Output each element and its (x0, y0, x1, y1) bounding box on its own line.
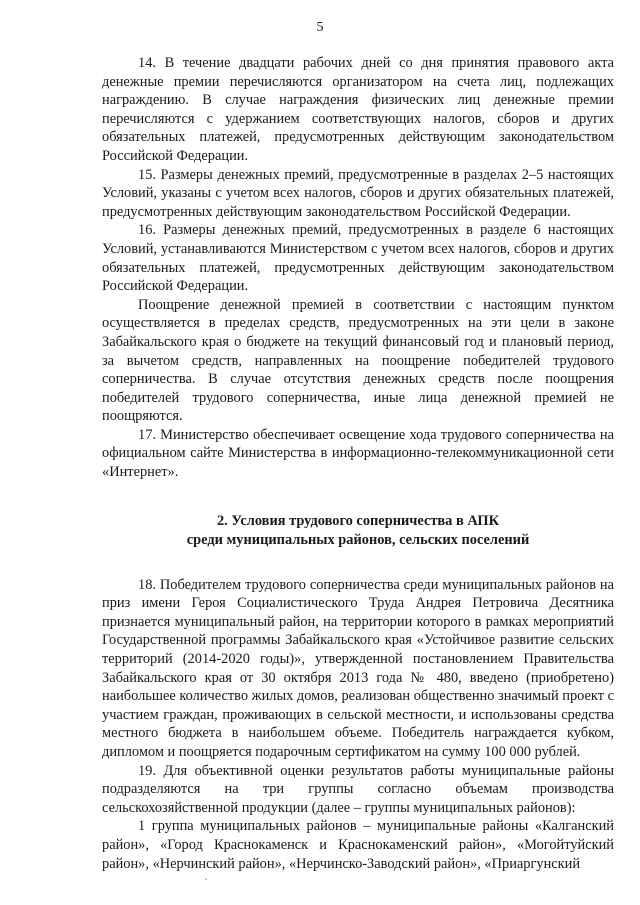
paragraph-group-1: 1 группа муниципальных районов – муниципальные районы «Калганский район», «Город Краснокаменск и Краснокаменский район», «Могойтуйский район», «Нерчинский район», «Нерчинско-Заводский район», «Приаргунский (102, 818, 614, 872)
paragraph-14: 14. В течение двадцати рабочих дней со дня принятия правового акта денежные премии перечисляются организатором на счета лиц, подлежащих награждению. В случае награждения физических лиц денежные премии перечисляются с удержанием соответствующих налогов, сборов и других обязательных платежей, предусмотренных действующим законодательством Российской Федерации. (102, 55, 614, 164)
paragraph-16: 16. Размеры денежных премий, предусмотренных в разделе 6 настоящих Условий, устанавливаются Министерством с учетом всех налогов, сборов и других обязательных платежей, предусмотренных действующим законодательством Российской Федерации. (102, 222, 614, 295)
section-heading-line-2: среди муниципальных районов, сельских поселений (186, 531, 530, 548)
paragraph-15: 15. Размеры денежных премий, предусмотренные в разделах 2–5 настоящих Условий, указаны с учетом всех налогов, сборов и других обязательных платежей, предусмотренных действующим законодательством Российской Федерации. (102, 166, 614, 220)
paragraph-19: 19. Для объективной оценки результатов работы муниципальные районы подразделяются на три группы согласно объемам производства сельскохозяйственной продукции (далее – группы муниципальных районов): (102, 762, 614, 816)
paragraph-incentive: Поощрение денежной премией в соответствии с настоящим пунктом осуществляется в пределах средств, предусмотренных на эти цели в законе Забайкальского края о бюджете на текущий финансовый год и плановый период, за вычетом средств, направленных на поощрение победителей трудового соперничества. В случае отсутствия денежных средств после поощрения победителей трудового соперничества, иные лица денежной премией не поощряются. (102, 296, 614, 425)
section-heading-line-1: 2. Условия трудового соперничества в АПК (216, 512, 500, 529)
page-number: 5 (316, 20, 324, 35)
section-heading (102, 512, 614, 550)
scan-artifact (205, 878, 207, 880)
paragraph-18: 18. Победителем трудового соперничества среди муниципальных районов на приз имени Героя Социалистического Труда Андрея Петровича Десятника признается муниципальный район, на территории которого в рамках мероприятий Государственной программы Забайкальского края «Устойчивое развитие сельских территорий (2014-2020 годы)», утвержденной постановлением Правительства Забайкальского края от 30 октября 2013 года № 480, введено (приобретено) наибольшее количество жилых домов, реализован общественно значимый проект с участием граждан, проживающих в сельской местности, и использованы средства местного бюджета в наибольшем объеме. Победитель награждается кубком, дипломом и поощряется подарочным сертификатом на сумму 100 000 рублей. (102, 576, 614, 760)
paragraph-17: 17. Министерство обеспечивает освещение хода трудового соперничества на официальном сайте Министерства в информационно-телекоммуникационной сети «Интернет». (102, 426, 614, 481)
